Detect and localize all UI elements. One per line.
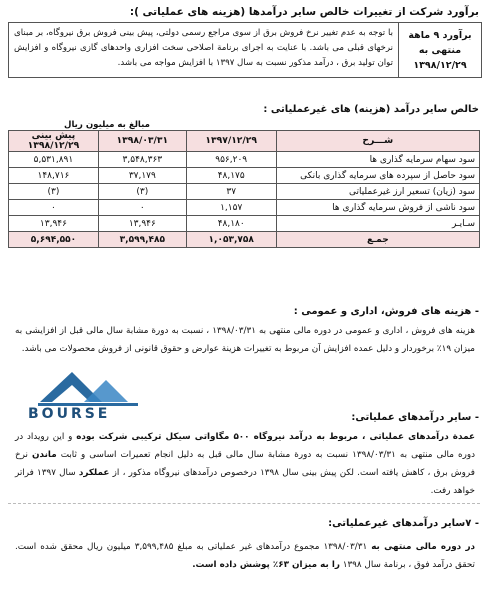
operating-income-part-b: و این رویداد در دوره مالی منتهی به ۱۳۹۸/۰۳/۳۱ نسبت به دورة مشابة سال مالی قبل به دلیل انجام تعمیرات اساسی و ثابت xyxy=(15,432,475,460)
non-operating-bold: در دوره مالی منتهی به xyxy=(371,542,476,552)
bourse-logo-text: BOURSE xyxy=(28,406,111,422)
table-row xyxy=(9,200,480,216)
non-operating-part-b: ۱۳۹۸/۰۳/۳۱ مجموع درآمدهای غیر عملیاتی به مبلغ ۳,۵۹۹,۴۸۵ میلیون ریال محقق شده است. تحقق درآمد فوق ، برنامة سال ۱۳۹۸ xyxy=(15,542,475,570)
row-value: ۳۷,۱۷۹ xyxy=(98,168,186,184)
row-desc: سود حاصل از سپرده های سرمایه گذاری بانکی xyxy=(276,168,479,184)
header-forecast-line2: ۱۳۹۸/۱۲/۲۹ xyxy=(27,140,80,151)
row-desc: سود (زیان) تسعیر ارز غیرعملیاتی xyxy=(276,184,479,200)
non-operating-bold2: را به میزان ۶۳٪ پوشش داده است. xyxy=(192,560,340,570)
row-desc: سود ناشی از فروش سرمایه گذاری ها xyxy=(276,200,479,216)
row-value: ۳,۵۴۸,۳۶۳ xyxy=(98,152,186,168)
operating-income-text xyxy=(15,428,475,500)
forecast-box-text: با توجه به عدم تغییر نرخ فروش برق از سوی مراجع رسمی دولتی، پیش بینی فروش برق نیروگاه، بر مبنای نرخهای قبلی می باشد. با عنایت به اجرای برنامة اصلاحی سخت افزاری واحدهای گازی نیروگاه و افزایش توان تولید برق ، درآمد مذکور نسبت به سال ۱۳۹۷ با افزایش مواجه می باشد. xyxy=(14,28,393,68)
header-desc: شـــرح xyxy=(276,131,479,152)
header-forecast xyxy=(9,131,99,152)
operating-income-bold3: عملکرد xyxy=(78,468,110,478)
row-value: ۴۸,۱۷۵ xyxy=(186,168,276,184)
row-value: ۹۵۶,۲۰۹ xyxy=(186,152,276,168)
row-value: ۱۳,۹۴۶ xyxy=(9,216,99,232)
header-1398-03: ۱۳۹۸/۰۳/۳۱ xyxy=(98,131,186,152)
total-value: ۱,۰۵۳,۷۵۸ xyxy=(186,232,276,248)
row-desc: سـایـر xyxy=(276,216,479,232)
forecast-label-line2: ۱۳۹۸/۱۲/۲۹ xyxy=(413,59,467,71)
table-row xyxy=(9,216,480,232)
operating-income-part-f: سال ۱۳۹۷ فراتر خواهد رفت. xyxy=(15,468,475,496)
table-total-row xyxy=(9,232,480,248)
total-value: ۵,۶۹۴,۵۵۰ xyxy=(9,232,99,248)
admin-expenses-text: هزینه های فروش ، اداری و عمومی در دوره مالی منتهی به ۱۳۹۸/۰۳/۳۱ ، نسبت به دورة مشابة سال مالی قبل از افزایشی به میزان ۱۹٪ برخوردار و دلیل عمده افزایش آن مربوط به تغییرات هزینة عوارض و حقوق قانونی از فروش محصولات می باشد. xyxy=(15,326,475,354)
row-desc: سود سهام سرمایه گذاری ها xyxy=(276,152,479,168)
operating-income-bold: عمدة درآمدهای عملیاتی ، مربوط به درآمد نیروگاه ۵۰۰ مگاواتی سیکل ترکیبی شرکت بوده xyxy=(76,432,475,442)
table-row xyxy=(9,184,480,200)
operating-income-bold2: ماندن xyxy=(32,450,57,460)
operating-income-part-d: نرخ فروش برق ، کاهش یافته است. لکن پیش بینی سال ۱۳۹۸ درخصوص درآمدهای نیروگاه مذکور ، از xyxy=(15,450,475,478)
row-value: ۱۳,۹۴۶ xyxy=(98,216,186,232)
row-value: ۰ xyxy=(98,200,186,216)
row-value: ۱,۱۵۷ xyxy=(186,200,276,216)
row-value: (۳) xyxy=(98,184,186,200)
row-value: ۰ xyxy=(9,200,99,216)
total-label: جمـع xyxy=(276,232,479,248)
table-header-row xyxy=(9,131,480,152)
header-forecast-line1: پیش بینی xyxy=(31,130,76,141)
admin-expenses-title: - هزینه های فروش، اداری و عمومی : xyxy=(293,306,479,317)
table-row xyxy=(9,168,480,184)
forecast-title: برآورد شرکت از تغییرات خالص سایر درآمدها (هزینه های عملیاتی ): xyxy=(129,6,479,18)
non-operating-text xyxy=(15,538,475,574)
forecast-box-label xyxy=(398,23,481,77)
row-value: ۵,۵۳۱,۸۹۱ xyxy=(9,152,99,168)
total-value: ۳,۵۹۹,۴۸۵ xyxy=(98,232,186,248)
row-value: ۴۸,۱۸۰ xyxy=(186,216,276,232)
row-value: (۳) xyxy=(9,184,99,200)
table-unit: مبالغ به میلیون ریال xyxy=(64,120,150,130)
row-value: ۱۴۸,۷۱۶ xyxy=(9,168,99,184)
non-operating-title: - ۷سایر درآمدهای غیرعملیاتی: xyxy=(328,518,479,529)
forecast-label-line1: برآورد ۹ ماهة منتهی به xyxy=(408,29,472,56)
financial-table xyxy=(8,130,480,248)
separator xyxy=(8,503,480,504)
operating-income-title: - سایر درآمدهای عملیاتی: xyxy=(351,412,479,423)
row-value: ۳۷ xyxy=(186,184,276,200)
header-1397: ۱۳۹۷/۱۲/۲۹ xyxy=(186,131,276,152)
forecast-box xyxy=(8,22,482,78)
table-section-title: خالص سایر درآمد (هزینه) های غیرعملیاتی : xyxy=(263,104,479,115)
table-row xyxy=(9,152,480,168)
bourse-logo xyxy=(10,366,180,428)
